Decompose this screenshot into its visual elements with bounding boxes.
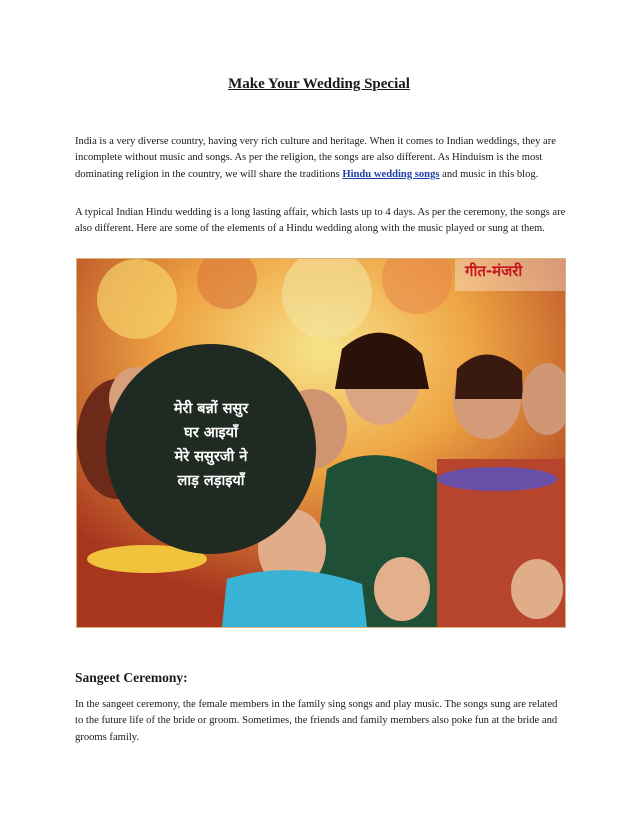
sangeet-paragraph: In the sangeet ceremony, the female members in the family sing songs and play music. The songs sung are related to the future life of the bride or groom. Sometimes, the friends and family members also poke fun at the bride and grooms family. [75,699,558,743]
lyrics-overlay [111,397,311,493]
page-title: Make Your Wedding Special [228,76,410,92]
intro-text: India is a very diverse country, having very rich culture and heritage. When it comes to Indian weddings, they are incomplete without music and songs. As per the religion, the songs are also different. As Hinduism is the most dominating religion in the country, we will share the traditions [75,136,556,180]
intro-text-end: and music in this blog. [439,168,539,180]
lyrics-line: घर आइयाँ [184,425,238,441]
intro-paragraph [75,134,567,183]
hindu-wedding-songs-link[interactable]: Hindu wedding songs [342,168,440,180]
section-heading: Sangeet Ceremony: [75,670,188,685]
lyrics-line: मेरे ससुरजी ने [174,449,248,465]
lyrics-line: मेरी बन्नों ससुर [173,401,249,417]
wedding-photo [76,258,566,628]
wedding-paragraph: A typical Indian Hindu wedding is a long lasting affair, which lasts up to 4 days. As per the ceremony, the songs are also different. Here are some of the elements of a Hindu wedding along with the music played or sung at them. [75,207,566,235]
lyrics-line: लाड़ लड़ाइयाँ [177,473,245,489]
site-logo: गीत-मंजरी [465,262,523,280]
